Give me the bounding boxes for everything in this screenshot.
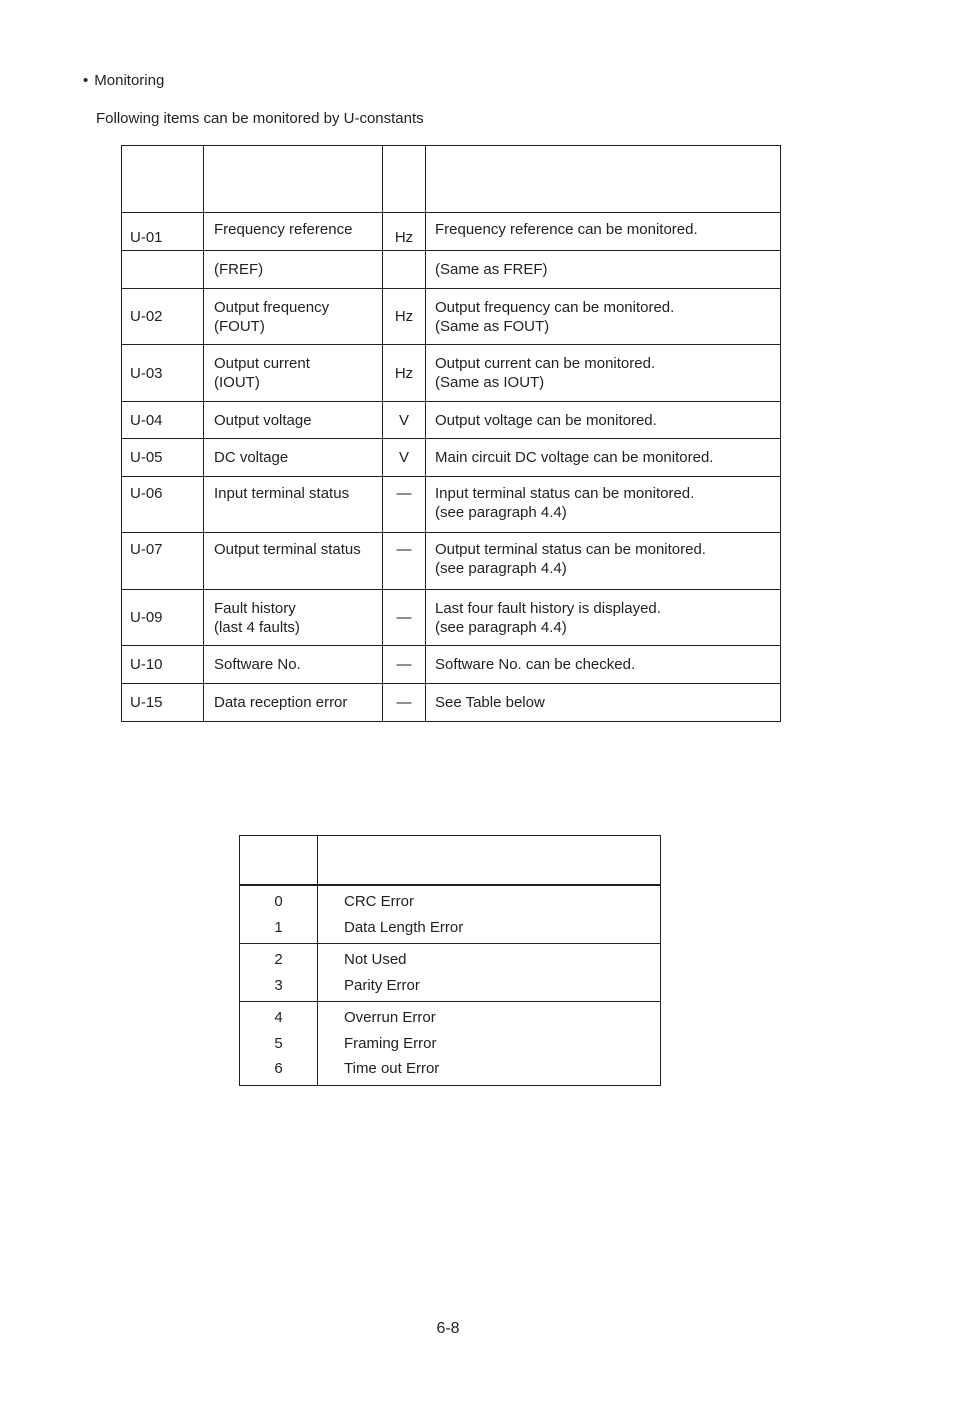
unit-cell: —: [383, 684, 426, 722]
desc-line: (see paragraph 4.4): [435, 618, 567, 636]
desc-line: (see paragraph 4.4): [435, 560, 567, 577]
table-row: [122, 533, 781, 590]
name-cell: [204, 590, 383, 646]
header-cell: [122, 146, 204, 213]
desc-cell: Main circuit DC voltage can be monitored.: [426, 439, 781, 477]
name-line: (last 4 faults): [214, 618, 300, 636]
error-group-row: [240, 944, 661, 1002]
name-cell: Output voltage: [204, 402, 383, 439]
table-row: [122, 590, 781, 646]
error-code: 1: [274, 918, 283, 936]
name-cell: [204, 345, 383, 402]
table-row: [122, 439, 781, 477]
table-row: [122, 251, 781, 289]
header-cell: [318, 836, 661, 886]
desc-cell: Software No. can be checked.: [426, 646, 781, 684]
code-cell: [122, 251, 204, 289]
code-cell: U-02: [122, 289, 204, 345]
desc-cell: [318, 1002, 661, 1086]
error-desc: Parity Error: [344, 976, 420, 994]
table-row: [122, 289, 781, 345]
code-cell: U-15: [122, 684, 204, 722]
desc-line: Input terminal status can be monitored.: [435, 485, 695, 502]
heading-text: Monitoring: [94, 72, 165, 89]
desc-line: (see paragraph 4.4): [435, 504, 567, 521]
code-cell: [240, 944, 318, 1002]
desc-cell: See Table below: [426, 684, 781, 722]
name-line: Output current: [214, 355, 310, 372]
code-cell: U-03: [122, 345, 204, 402]
error-code: 4: [274, 1009, 283, 1026]
monitor-table-header: [122, 146, 781, 213]
name-cell: [204, 289, 383, 345]
unit-cell: —: [383, 646, 426, 684]
error-group-row: [240, 1002, 661, 1086]
code-cell: U-01: [122, 213, 204, 251]
monitor-table: [121, 145, 781, 722]
code-cell: U-07: [122, 533, 204, 590]
bullet: •: [83, 72, 89, 89]
desc-cell: (Same as FREF): [426, 251, 781, 289]
table-row: [122, 684, 781, 722]
intro-text: Following items can be monitored by U-constants: [96, 110, 424, 127]
name-line: Output frequency: [214, 298, 330, 316]
unit-cell: V: [383, 439, 426, 477]
error-desc: Overrun Error: [344, 1009, 436, 1026]
header-cell: [240, 836, 318, 886]
code-cell: U-04: [122, 402, 204, 439]
name-cell: Data reception error: [204, 684, 383, 722]
desc-line: (Same as FOUT): [435, 317, 550, 335]
page-number: 6-8: [436, 1320, 460, 1337]
error-desc: CRC Error: [344, 893, 414, 910]
unit-cell: Hz: [383, 213, 426, 251]
code-cell: U-05: [122, 439, 204, 477]
table-row: [122, 402, 781, 439]
desc-cell: [426, 477, 781, 533]
name-line: (FOUT): [214, 317, 265, 335]
error-code: 2: [274, 951, 283, 968]
desc-line: Output current can be monitored.: [435, 355, 656, 372]
error-code: 0: [274, 893, 283, 910]
code-cell: [240, 1002, 318, 1086]
error-desc: Time out Error: [344, 1060, 440, 1077]
code-cell: U-09: [122, 590, 204, 646]
unit-cell: V: [383, 402, 426, 439]
desc-cell: Output voltage can be monitored.: [426, 402, 781, 439]
unit-cell: —: [383, 533, 426, 590]
name-cell: Software No.: [204, 646, 383, 684]
desc-cell: [426, 533, 781, 590]
unit-cell: —: [383, 590, 426, 646]
code-cell: U-10: [122, 646, 204, 684]
header-cell: [383, 146, 426, 213]
name-cell: Output terminal status: [204, 533, 383, 590]
unit-cell: Hz: [383, 345, 426, 402]
table-row: [122, 213, 781, 251]
error-code-table: [239, 835, 661, 1086]
desc-line: Last four fault history is displayed.: [435, 599, 661, 617]
desc-line: Output frequency can be monitored.: [435, 298, 675, 316]
section-heading: [83, 72, 164, 89]
desc-cell: [426, 345, 781, 402]
code-cell: U-06: [122, 477, 204, 533]
table-row: [122, 345, 781, 402]
error-desc: Not Used: [344, 951, 407, 968]
error-desc: Data Length Error: [344, 918, 464, 936]
error-code: 5: [274, 1034, 283, 1052]
unit-cell: —: [383, 477, 426, 533]
unit-cell: Hz: [383, 289, 426, 345]
code-cell: [240, 885, 318, 944]
error-group-row: [240, 885, 661, 944]
error-code: 3: [274, 976, 283, 994]
name-cell: DC voltage: [204, 439, 383, 477]
error-desc: Framing Error: [344, 1034, 437, 1052]
name-cell: Frequency reference: [204, 213, 383, 251]
table-row: [122, 477, 781, 533]
unit-cell: [383, 251, 426, 289]
name-cell: Input terminal status: [204, 477, 383, 533]
header-cell: [426, 146, 781, 213]
desc-cell: [318, 944, 661, 1002]
desc-cell: [426, 289, 781, 345]
desc-cell: Frequency reference can be monitored.: [426, 213, 781, 251]
error-table-header: [240, 836, 661, 886]
name-line: Fault history: [214, 599, 296, 617]
desc-line: (Same as IOUT): [435, 374, 545, 391]
table-row: [122, 646, 781, 684]
desc-line: Output terminal status can be monitored.: [435, 541, 706, 558]
name-line: (IOUT): [214, 374, 260, 391]
desc-cell: [318, 885, 661, 944]
error-code: 6: [274, 1060, 283, 1077]
desc-cell: [426, 590, 781, 646]
header-cell: [204, 146, 383, 213]
name-cell: (FREF): [204, 251, 383, 289]
